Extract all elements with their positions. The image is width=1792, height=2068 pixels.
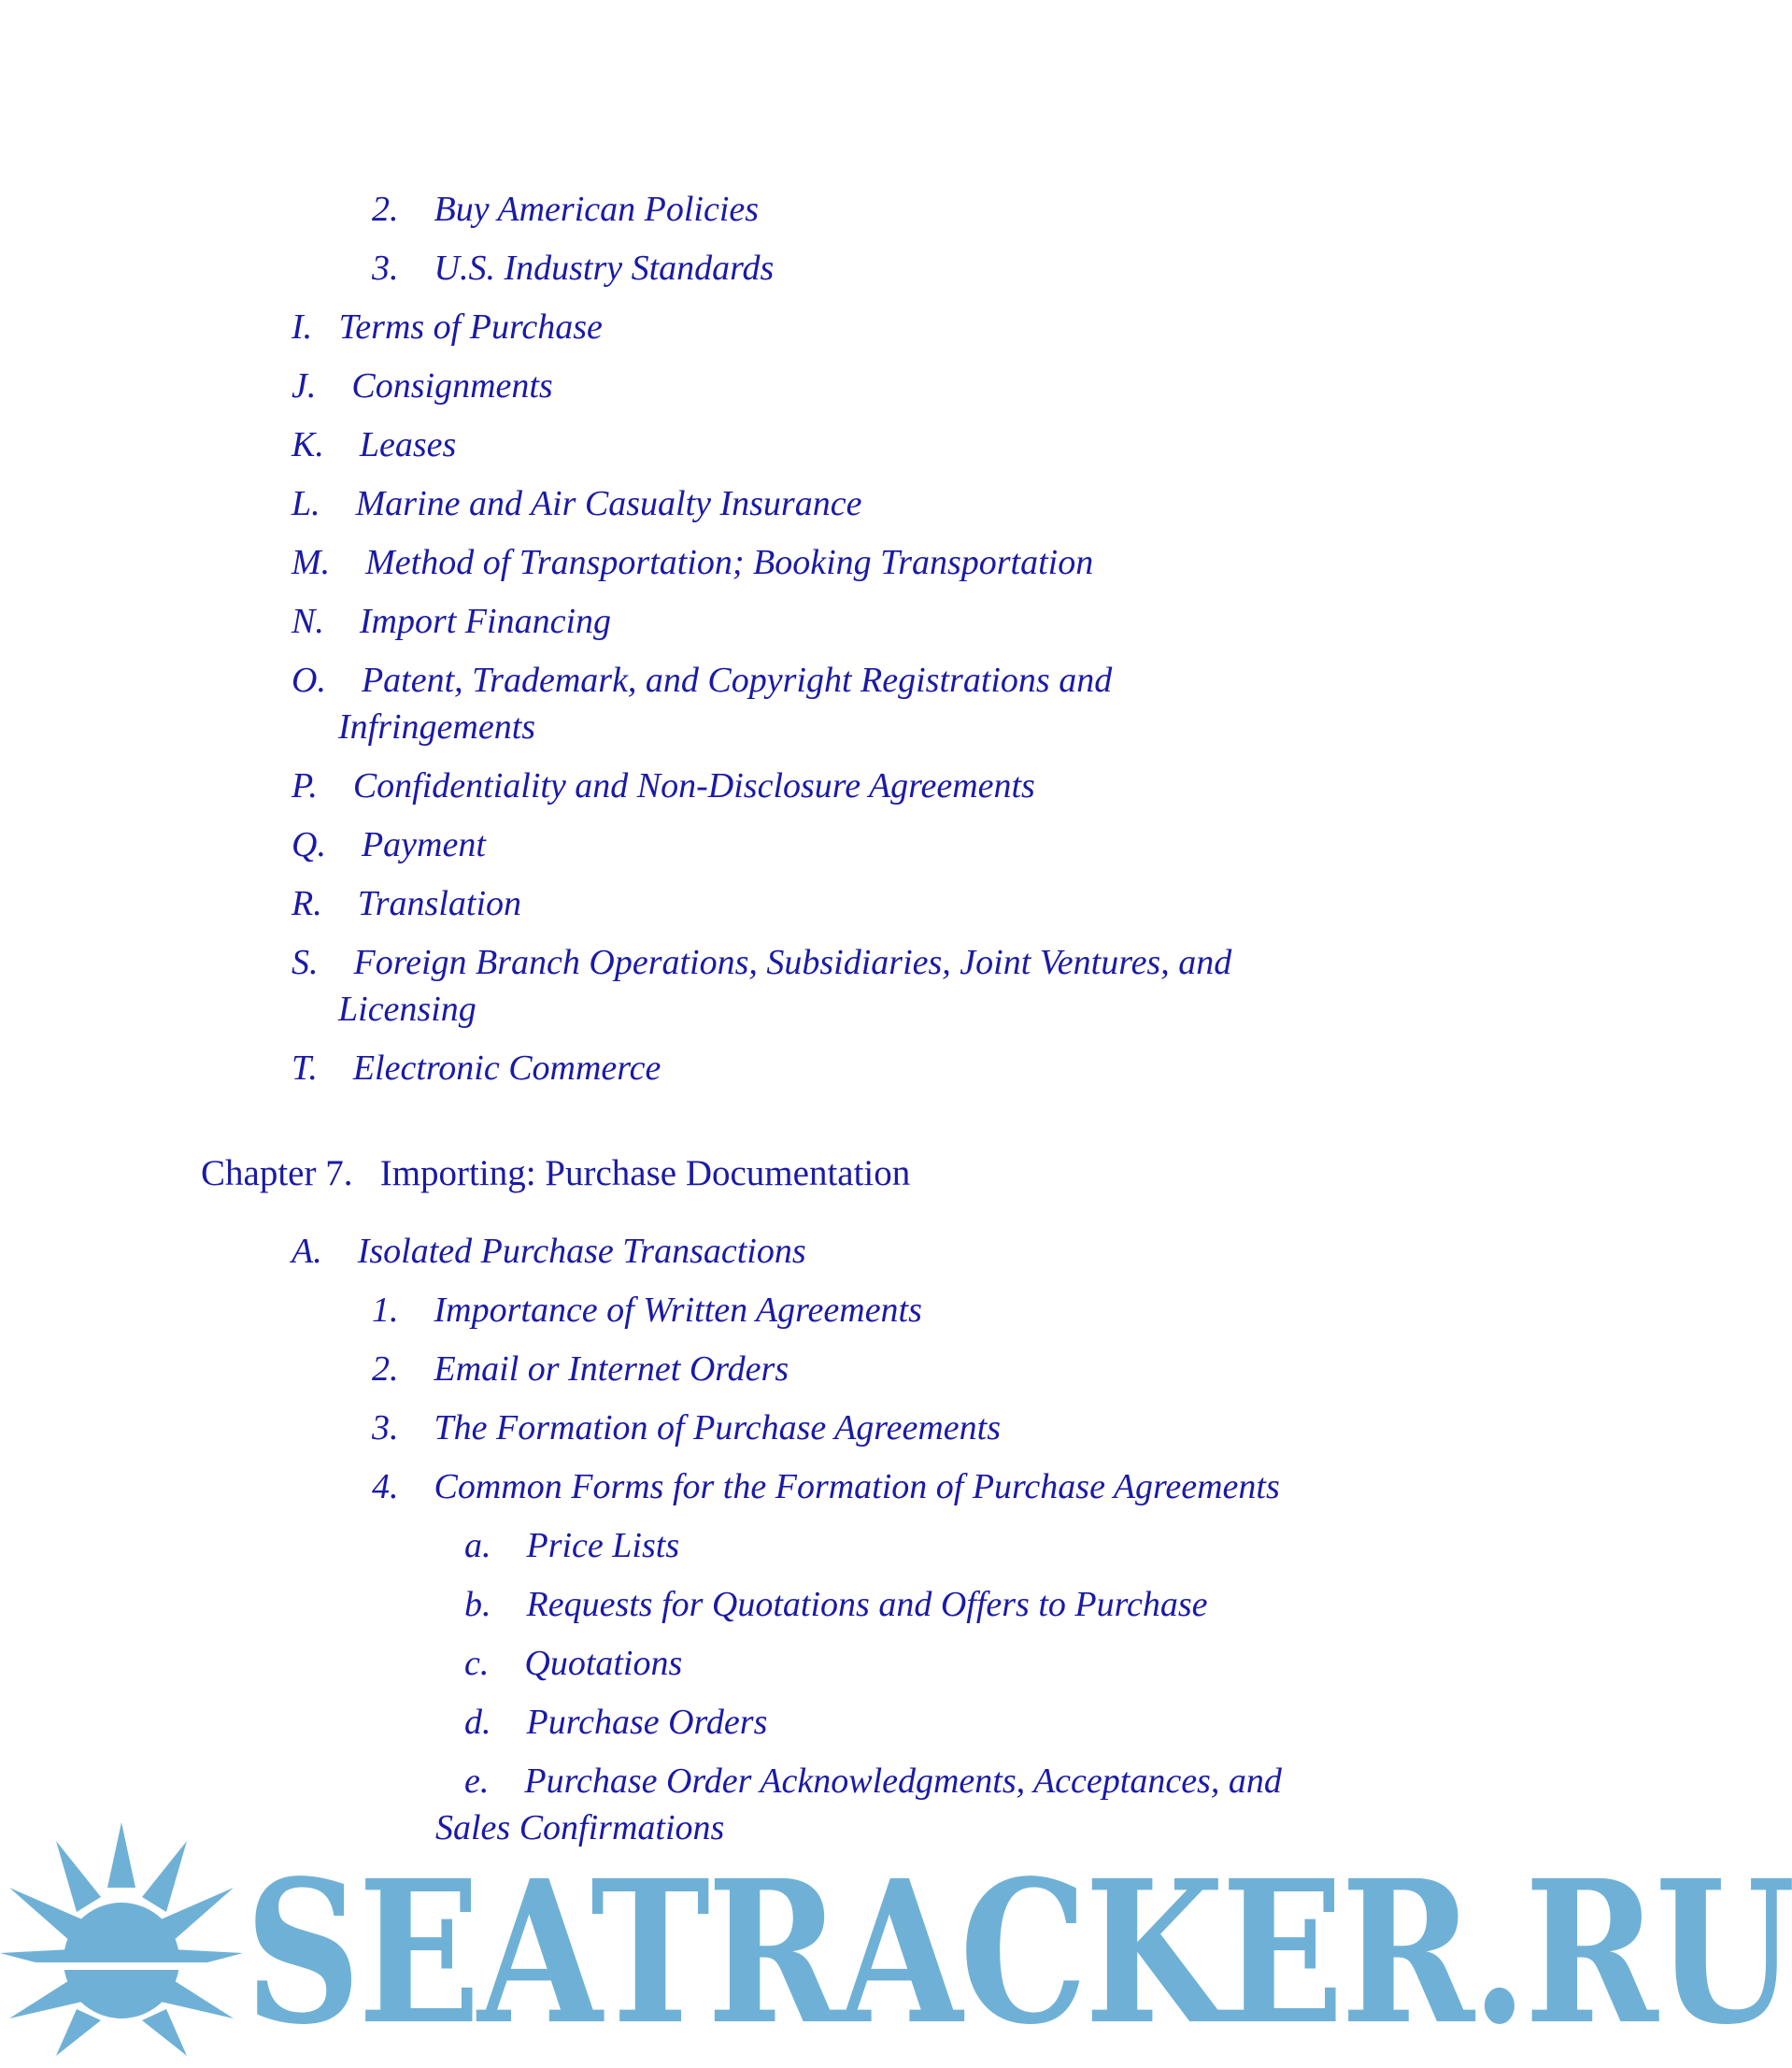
- entry-title: Buy American Policies: [434, 190, 760, 229]
- toc-entry-continuation: [338, 991, 476, 1027]
- entry-number: 1.: [372, 1291, 399, 1330]
- entry-number: A.: [292, 1232, 322, 1271]
- entry-title: Price Lists: [526, 1526, 680, 1565]
- entry-number: c.: [464, 1644, 490, 1683]
- entry-title: Quotations: [524, 1644, 683, 1683]
- entry-number: 4.: [372, 1467, 399, 1506]
- entry-title: Electronic Commerce: [352, 1048, 661, 1088]
- entry-title: Import Financing: [359, 602, 611, 641]
- toc-entry: [464, 1528, 679, 1563]
- entry-title: Isolated Purchase Transactions: [357, 1232, 806, 1271]
- entry-title: U.S. Industry Standards: [434, 249, 775, 288]
- entry-title: Email or Internet Orders: [434, 1349, 789, 1389]
- entry-title: Terms of Purchase: [338, 307, 603, 347]
- toc-entry: [292, 945, 1231, 980]
- entry-title: Translation: [357, 884, 522, 923]
- entry-title: Marine and Air Casualty Insurance: [355, 484, 862, 523]
- entry-number: 2.: [372, 1349, 399, 1389]
- entry-title: Foreign Branch Operations, Subsidiaries, Joint Ventures, and: [353, 943, 1232, 982]
- toc-entry: [292, 1234, 806, 1269]
- toc-entry-continuation: [338, 709, 535, 745]
- toc-entry: [464, 1646, 682, 1681]
- toc-entry: [292, 545, 1093, 580]
- entry-title: Confidentiality and Non-Disclosure Agreements: [352, 766, 1035, 806]
- entry-number: R.: [292, 884, 322, 923]
- entry-number: b.: [464, 1585, 491, 1624]
- entry-number: e.: [464, 1761, 490, 1801]
- entry-number: T.: [292, 1048, 318, 1088]
- entry-title: Purchase Orders: [526, 1703, 768, 1742]
- entry-number: P.: [292, 766, 318, 806]
- watermark-text: SEATRACKER.RU: [245, 1837, 1792, 2068]
- toc-entry: [292, 663, 1112, 698]
- entry-number: 3.: [372, 249, 399, 288]
- toc-entry: [292, 768, 1035, 804]
- entry-number: 2.: [372, 190, 399, 229]
- entry-number: 3.: [372, 1408, 399, 1448]
- entry-title: Purchase Order Acknowledgments, Acceptances, and: [524, 1761, 1282, 1801]
- toc-entry: [292, 604, 611, 639]
- entry-title: Payment: [361, 825, 486, 864]
- entry-number: L.: [292, 484, 320, 523]
- toc-entry: [372, 250, 774, 286]
- entry-title-continuation: Sales Confirmations: [435, 1808, 725, 1847]
- entry-title: Consignments: [351, 366, 553, 406]
- entry-title: Leases: [359, 425, 457, 464]
- chapter-title: Importing: Purchase Documentation: [379, 1153, 911, 1193]
- toc-entry: [372, 1469, 1280, 1505]
- entry-title: Importance of Written Agreements: [434, 1291, 922, 1330]
- toc-entry: [464, 1763, 1282, 1799]
- toc-entry: [372, 1292, 922, 1328]
- toc-entry: [292, 486, 861, 521]
- entry-number: Q.: [292, 825, 326, 864]
- entry-number: d.: [464, 1703, 491, 1742]
- toc-entry: [372, 192, 759, 227]
- toc-entry: [292, 427, 456, 463]
- entry-title: Patent, Trademark, and Copyright Registrations and: [361, 661, 1113, 700]
- toc-entry: [464, 1704, 767, 1740]
- chapter-heading: [201, 1155, 910, 1191]
- entry-number: I.: [292, 307, 313, 347]
- entry-number: a.: [464, 1526, 491, 1565]
- toc-entry: [372, 1410, 1001, 1446]
- entry-number: N.: [292, 602, 324, 641]
- entry-title: The Formation of Purchase Agreements: [434, 1408, 1002, 1448]
- entry-number: J.: [292, 366, 317, 406]
- entry-number: M.: [292, 543, 331, 582]
- chapter-label: Chapter 7.: [201, 1153, 353, 1193]
- toc-entry: [372, 1351, 789, 1387]
- entry-number: K.: [292, 425, 324, 464]
- entry-title-continuation: Infringements: [338, 707, 536, 747]
- entry-number: O.: [292, 661, 326, 700]
- toc-entry: [292, 368, 553, 404]
- entry-title: Method of Transportation; Booking Transportation: [365, 543, 1094, 582]
- toc-entry: [292, 827, 486, 863]
- entry-title-continuation: Licensing: [338, 990, 476, 1029]
- entry-title: Requests for Quotations and Offers to Purchase: [526, 1585, 1208, 1624]
- entry-title: Common Forms for the Formation of Purchase Agreements: [434, 1467, 1280, 1506]
- toc-entry: [292, 886, 521, 921]
- toc-entry: [292, 1050, 661, 1086]
- entry-number: S.: [292, 943, 319, 982]
- toc-entry: [292, 309, 603, 345]
- toc-entry: [464, 1587, 1208, 1622]
